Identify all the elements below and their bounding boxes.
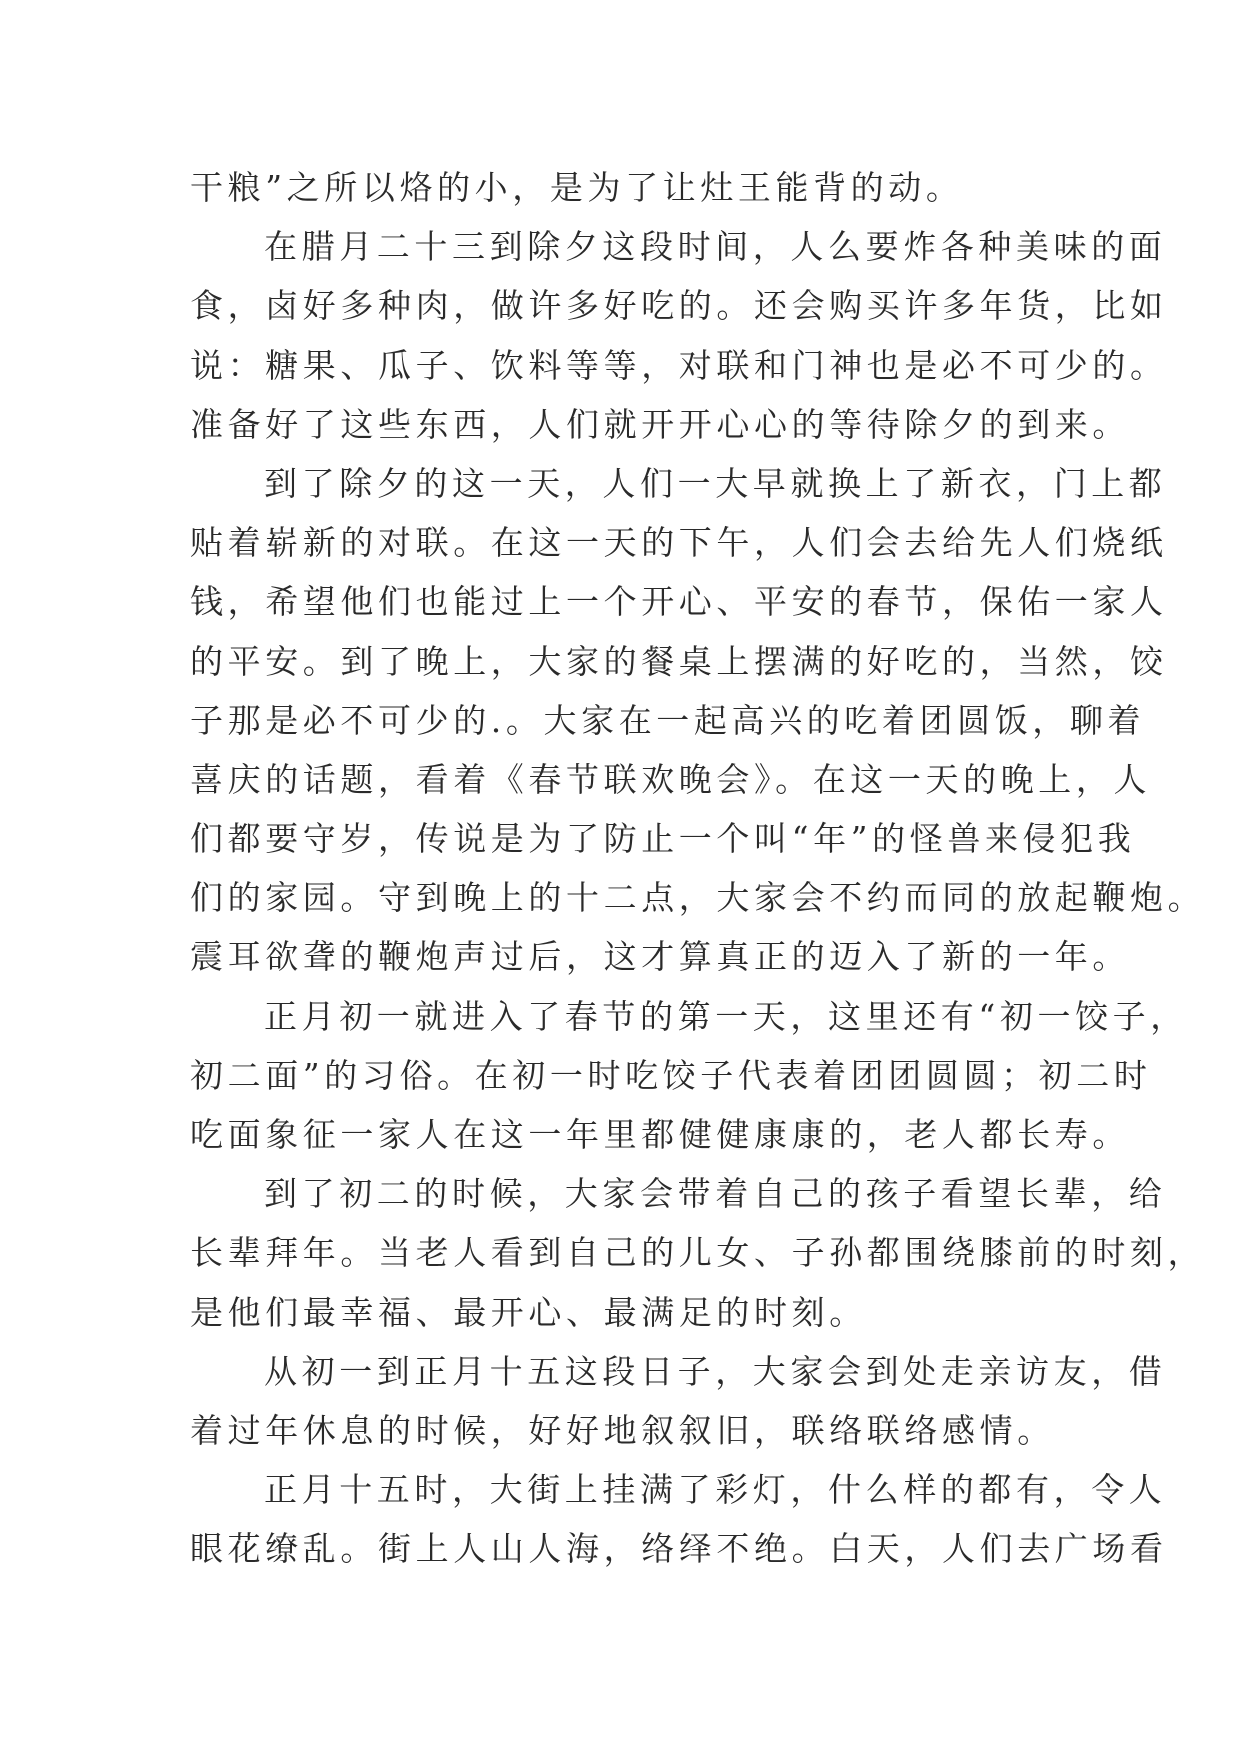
text-line: 震耳欲聋的鞭炮声过后，这才算真正的迈入了新的一年。 [190, 937, 1130, 977]
text-line: 到了初二的时候，大家会带着自己的孩子看望长辈，给 [264, 1174, 1167, 1214]
text-line: 说：糖果、瓜子、饮料等等，对联和门神也是必不可少的。 [190, 345, 1168, 385]
text-line: 们的家园。守到晚上的十二点，大家会不约而同的放起鞭炮。 [190, 878, 1206, 918]
text-line: 食，卤好多种肉，做许多好吃的。还会购买许多年货，比如 [190, 286, 1168, 326]
text-line: 喜庆的话题，看着《春节联欢晚会》。在这一天的晚上，人 [190, 759, 1152, 799]
text-line: 们都要守岁，传说是为了防止一个叫“年”的怪兽来侵犯我 [190, 819, 1136, 859]
text-line: 眼花缭乱。街上人山人海，络绎不绝。白天，人们去广场看 [190, 1529, 1168, 1569]
text-line: 在腊月二十三到除夕这段时间，人么要炸各种美味的面 [264, 227, 1167, 267]
text-line: 初二面”的习俗。在初一时吃饺子代表着团团圆圆；初二时 [190, 1055, 1152, 1095]
text-line: 到了除夕的这一天，人们一大早就换上了新衣，门上都 [264, 463, 1167, 503]
text-line: 的平安。到了晚上，大家的餐桌上摆满的好吃的，当然，饺 [190, 641, 1168, 681]
text-line: 干粮”之所以烙的小，是为了让灶王能背的动。 [190, 168, 964, 207]
text-line: 贴着崭新的对联。在这一天的下午，人们会去给先人们烧纸 [190, 523, 1168, 563]
text-line: 是他们最幸福、最开心、最满足的时刻。 [190, 1292, 867, 1332]
document-body [190, 158, 1206, 1579]
text-line: 准备好了这些东西，人们就开开心心的等待除夕的到来。 [190, 404, 1130, 444]
text-line: 钱，希望他们也能过上一个开心、平安的春节，保佑一家人 [190, 582, 1168, 622]
text-line: 吃面象征一家人在这一年里都健健康康的，老人都长寿。 [190, 1115, 1130, 1154]
text-line: 正月十五时，大街上挂满了彩灯，什么样的都有，令人 [264, 1470, 1167, 1510]
text-line: 正月初一就进入了春节的第一天，这里还有“初一饺子， [264, 996, 1188, 1036]
text-line: 着过年休息的时候，好好地叙叙旧，联络联络感情。 [190, 1410, 1055, 1450]
text-line: 从初一到正月十五这段日子，大家会到处走亲访友，借 [264, 1351, 1167, 1391]
text-line: 长辈拜年。当老人看到自己的儿女、子孙都围绕膝前的时刻， [190, 1233, 1206, 1273]
text-line: 子那是必不可少的.。大家在一起高兴的吃着团圆饭，聊着 [190, 700, 1146, 740]
